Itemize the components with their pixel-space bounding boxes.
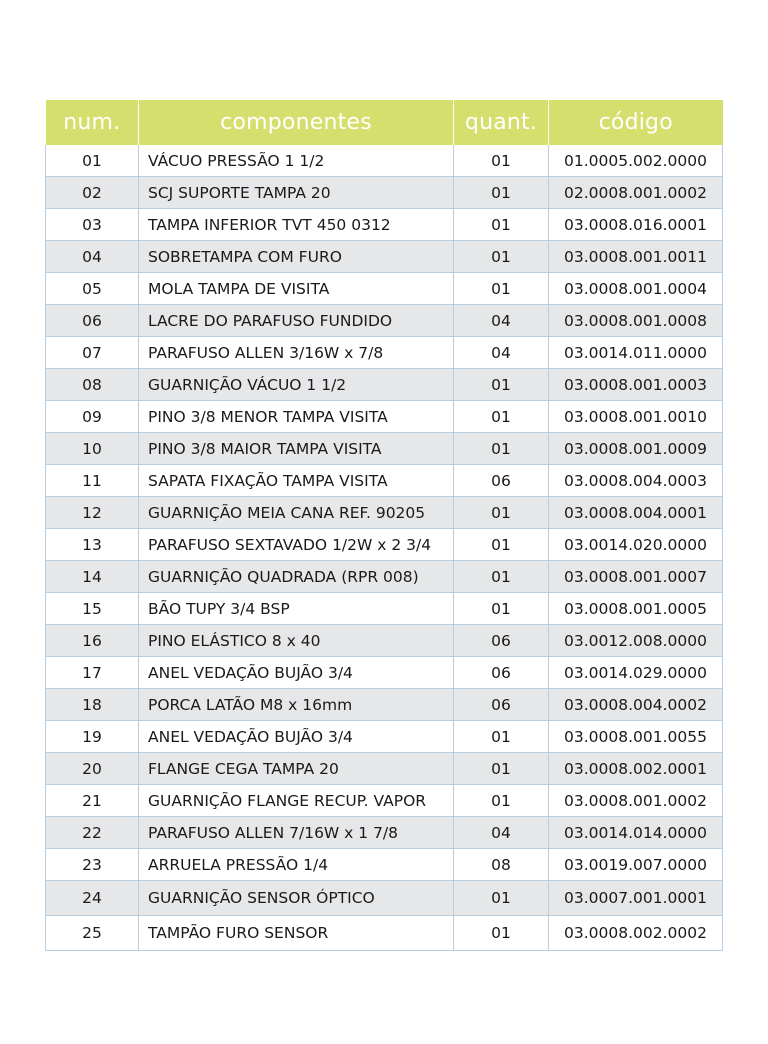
cell-codigo: 03.0014.020.0000	[549, 529, 723, 561]
table-row	[46, 305, 723, 337]
cell-componente: ANEL VEDAÇÃO BUJÃO 3/4	[139, 721, 454, 753]
cell-num: 01	[46, 145, 139, 177]
cell-componente: PORCA LATÃO M8 x 16mm	[139, 689, 454, 721]
header-quant: quant.	[454, 100, 549, 145]
cell-componente: MOLA TAMPA DE VISITA	[139, 273, 454, 305]
cell-num: 22	[46, 817, 139, 849]
table-row	[46, 561, 723, 593]
cell-componente: PINO 3/8 MAIOR TAMPA VISITA	[139, 433, 454, 465]
cell-num: 19	[46, 721, 139, 753]
cell-componente: FLANGE CEGA TAMPA 20	[139, 753, 454, 785]
cell-quant: 01	[454, 433, 549, 465]
table-row	[46, 785, 723, 817]
cell-num: 06	[46, 305, 139, 337]
table-header	[46, 100, 723, 145]
cell-num: 21	[46, 785, 139, 817]
cell-componente: GUARNIÇÃO MEIA CANA REF. 90205	[139, 497, 454, 529]
cell-componente: GUARNIÇÃO FLANGE RECUP. VAPOR	[139, 785, 454, 817]
cell-codigo: 03.0008.001.0008	[549, 305, 723, 337]
table-row	[46, 369, 723, 401]
cell-quant: 01	[454, 561, 549, 593]
cell-codigo: 03.0008.001.0003	[549, 369, 723, 401]
cell-quant: 01	[454, 916, 549, 951]
cell-quant: 01	[454, 721, 549, 753]
cell-codigo: 03.0014.014.0000	[549, 817, 723, 849]
table-row	[46, 529, 723, 561]
cell-num: 05	[46, 273, 139, 305]
table-row	[46, 753, 723, 785]
cell-num: 07	[46, 337, 139, 369]
table-row	[46, 721, 723, 753]
cell-quant: 01	[454, 529, 549, 561]
cell-codigo: 03.0014.011.0000	[549, 337, 723, 369]
cell-componente: ANEL VEDAÇÃO BUJÃO 3/4	[139, 657, 454, 689]
table-row	[46, 337, 723, 369]
cell-num: 02	[46, 177, 139, 209]
cell-quant: 01	[454, 497, 549, 529]
cell-componente: PINO ELÁSTICO 8 x 40	[139, 625, 454, 657]
table-row	[46, 209, 723, 241]
cell-codigo: 03.0008.016.0001	[549, 209, 723, 241]
table-row	[46, 401, 723, 433]
cell-num: 08	[46, 369, 139, 401]
table-row	[46, 273, 723, 305]
cell-codigo: 03.0008.001.0055	[549, 721, 723, 753]
cell-num: 20	[46, 753, 139, 785]
table-row	[46, 177, 723, 209]
cell-codigo: 03.0008.004.0003	[549, 465, 723, 497]
header-num: num.	[46, 100, 139, 145]
cell-quant: 06	[454, 625, 549, 657]
header-row	[46, 100, 723, 145]
cell-componente: GUARNIÇÃO QUADRADA (RPR 008)	[139, 561, 454, 593]
cell-num: 11	[46, 465, 139, 497]
cell-codigo: 03.0007.001.0001	[549, 881, 723, 916]
header-componentes: componentes	[139, 100, 454, 145]
cell-quant: 04	[454, 305, 549, 337]
cell-componente: VÁCUO PRESSÃO 1 1/2	[139, 145, 454, 177]
cell-num: 14	[46, 561, 139, 593]
cell-codigo: 03.0008.001.0002	[549, 785, 723, 817]
table-row	[46, 849, 723, 881]
cell-num: 09	[46, 401, 139, 433]
cell-codigo: 03.0014.029.0000	[549, 657, 723, 689]
cell-quant: 06	[454, 657, 549, 689]
cell-componente: TAMPA INFERIOR TVT 450 0312	[139, 209, 454, 241]
cell-quant: 04	[454, 337, 549, 369]
cell-num: 17	[46, 657, 139, 689]
table-row	[46, 593, 723, 625]
cell-num: 03	[46, 209, 139, 241]
cell-quant: 01	[454, 273, 549, 305]
cell-quant: 01	[454, 881, 549, 916]
cell-codigo: 03.0008.001.0004	[549, 273, 723, 305]
cell-componente: LACRE DO PARAFUSO FUNDIDO	[139, 305, 454, 337]
cell-quant: 01	[454, 177, 549, 209]
cell-num: 15	[46, 593, 139, 625]
cell-codigo: 03.0008.002.0002	[549, 916, 723, 951]
cell-codigo: 03.0019.007.0000	[549, 849, 723, 881]
table-row	[46, 145, 723, 177]
table-row	[46, 465, 723, 497]
cell-componente: BÃO TUPY 3/4 BSP	[139, 593, 454, 625]
cell-componente: SCJ SUPORTE TAMPA 20	[139, 177, 454, 209]
cell-codigo: 03.0008.002.0001	[549, 753, 723, 785]
header-codigo: código	[549, 100, 723, 145]
cell-codigo: 03.0008.001.0011	[549, 241, 723, 273]
cell-componente: SOBRETAMPA COM FURO	[139, 241, 454, 273]
table-body	[46, 145, 723, 951]
table-row	[46, 689, 723, 721]
cell-quant: 01	[454, 593, 549, 625]
cell-codigo: 01.0005.002.0000	[549, 145, 723, 177]
cell-codigo: 03.0008.004.0002	[549, 689, 723, 721]
cell-num: 24	[46, 881, 139, 916]
cell-num: 25	[46, 916, 139, 951]
cell-num: 16	[46, 625, 139, 657]
cell-quant: 01	[454, 753, 549, 785]
cell-num: 18	[46, 689, 139, 721]
cell-componente: SAPATA FIXAÇÃO TAMPA VISITA	[139, 465, 454, 497]
table-row	[46, 881, 723, 916]
cell-quant: 01	[454, 209, 549, 241]
cell-codigo: 03.0008.001.0007	[549, 561, 723, 593]
cell-codigo: 03.0008.001.0009	[549, 433, 723, 465]
table-row	[46, 433, 723, 465]
cell-componente: GUARNIÇÃO SENSOR ÓPTICO	[139, 881, 454, 916]
cell-codigo: 03.0012.008.0000	[549, 625, 723, 657]
cell-componente: ARRUELA PRESSÃO 1/4	[139, 849, 454, 881]
table-row	[46, 497, 723, 529]
cell-quant: 01	[454, 401, 549, 433]
cell-codigo: 03.0008.004.0001	[549, 497, 723, 529]
cell-componente: TAMPÃO FURO SENSOR	[139, 916, 454, 951]
cell-codigo: 03.0008.001.0010	[549, 401, 723, 433]
table-row	[46, 241, 723, 273]
table-row	[46, 817, 723, 849]
cell-componente: PARAFUSO ALLEN 7/16W x 1 7/8	[139, 817, 454, 849]
parts-table	[45, 100, 723, 951]
cell-componente: GUARNIÇÃO VÁCUO 1 1/2	[139, 369, 454, 401]
cell-componente: PARAFUSO SEXTAVADO 1/2W x 2 3/4	[139, 529, 454, 561]
cell-componente: PARAFUSO ALLEN 3/16W x 7/8	[139, 337, 454, 369]
cell-num: 12	[46, 497, 139, 529]
cell-quant: 01	[454, 145, 549, 177]
cell-codigo: 02.0008.001.0002	[549, 177, 723, 209]
cell-num: 10	[46, 433, 139, 465]
cell-quant: 08	[454, 849, 549, 881]
cell-quant: 04	[454, 817, 549, 849]
table-row	[46, 625, 723, 657]
cell-quant: 01	[454, 369, 549, 401]
cell-num: 04	[46, 241, 139, 273]
cell-quant: 06	[454, 689, 549, 721]
table-row	[46, 916, 723, 951]
cell-quant: 06	[454, 465, 549, 497]
cell-num: 23	[46, 849, 139, 881]
cell-num: 13	[46, 529, 139, 561]
table-row	[46, 657, 723, 689]
cell-quant: 01	[454, 785, 549, 817]
cell-quant: 01	[454, 241, 549, 273]
cell-codigo: 03.0008.001.0005	[549, 593, 723, 625]
cell-componente: PINO 3/8 MENOR TAMPA VISITA	[139, 401, 454, 433]
